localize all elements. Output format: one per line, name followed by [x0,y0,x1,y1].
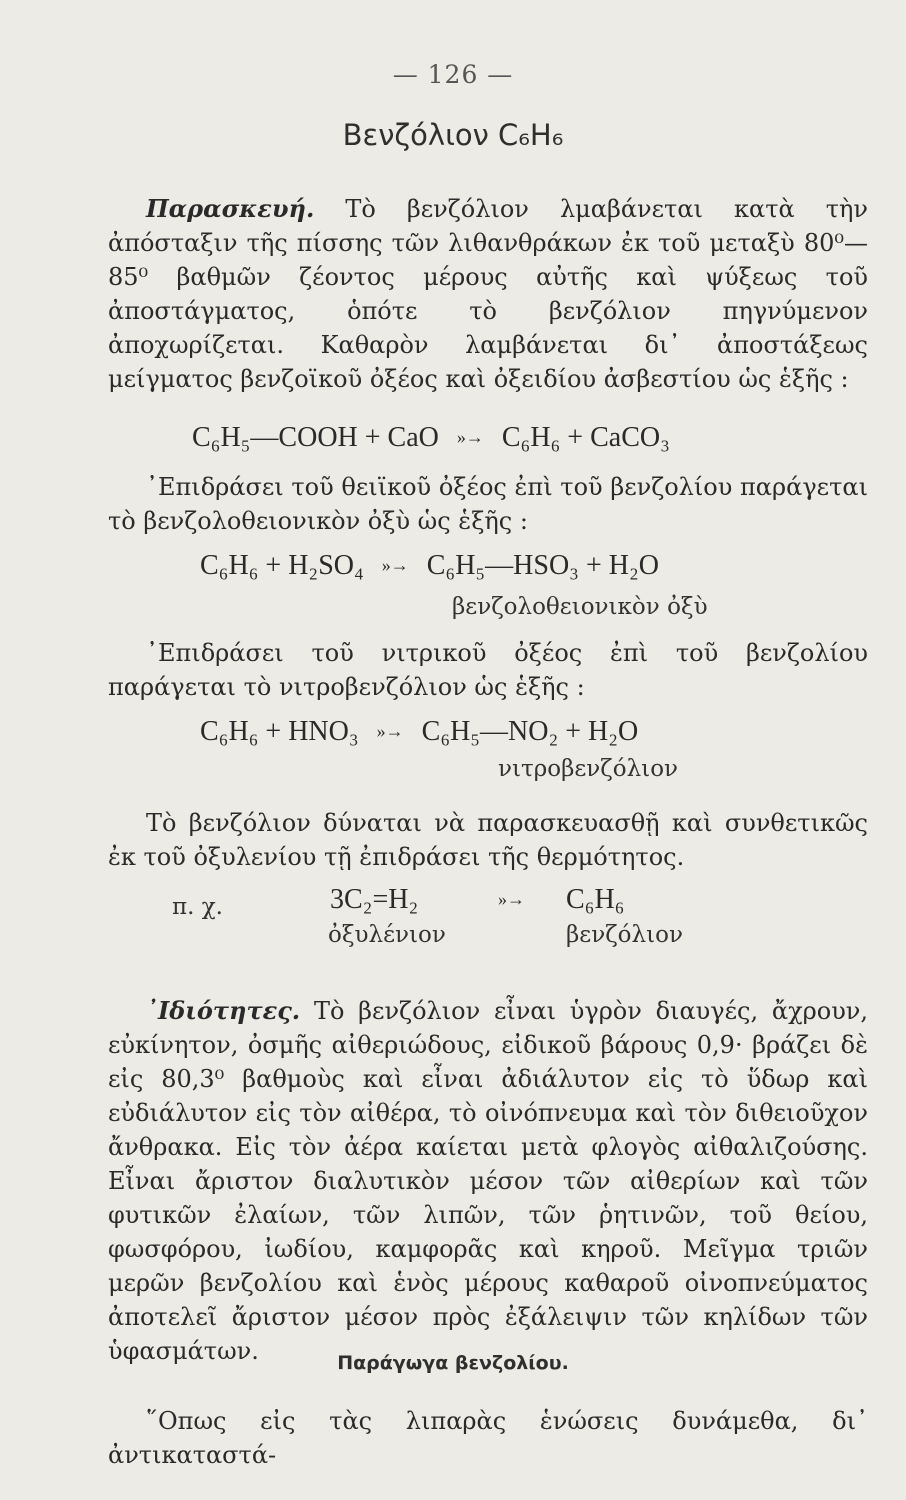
eq3-right: C₆H₅—NO₂ + H₂O [421,716,639,747]
paragraph-last-line: ῞Οπως εἰς τὰς λιπαρὰς ἑνώσεις δυνάμεθα, δι᾿ ἀντικαταστά- [108,1407,868,1469]
eq2-caption: βενζολοθειονικὸν ὀξὺ [452,594,708,620]
preparation-lead: Παρασκευή. [146,194,315,223]
properties-lead: ᾿Ιδιότητες. [146,996,301,1025]
eq3-caption: νιτροβενζόλιον [498,756,679,782]
paragraph-synthesis: Τὸ βενζόλιον δύναται νὰ παρασκευασθῇ καὶ συνθετικῶς ἐκ τοῦ ὀξυλενίου τῇ ἐπιδράσει τῆς θερμότητος. [108,809,868,871]
page-title: Βενζόλιον C₆H₆ [342,118,564,152]
paragraph-nitric: ᾿Επιδράσει τοῦ νιτρικοῦ ὀξέος ἐπὶ τοῦ βενζολίου παράγεται τὸ νιτροβενζόλιον ὡς ἑξῆς : [108,639,868,701]
preparation-text: Τὸ βενζόλιον λμαβάνεται κατὰ τὴν ἀπόσταξιν τῆς πίσσης τῶν λιθανθράκων ἐκ τοῦ μεταξὺ 80⁰—85⁰ βαθμῶν ζέοντος μέρους αὐτῆς καὶ ψύξεως τοῦ ἀποστάγματος, ὁπότε τὸ βενζόλιον πηγνύμενον ἀποχωρίζεται. Καθαρὸν λαμβάνεται δι᾿ ἀποστάξεως μείγματος βενζοϊκοῦ ὀξέος καὶ ὀξειδίου ἀσβεστίου ὡς ἑξῆς : [108,195,868,393]
eq2-left: C₆H₆ + H₂SO₄ [200,550,364,581]
eq1-left: C₆H₅—COOH + CaO [192,422,439,453]
eq1-right: C₆H₆ + CaCO₃ [501,422,670,453]
eq1-arrow: »→ [456,427,484,447]
section-heading: Παράγωγα βενζολίου. [337,1352,569,1374]
eq4-arrow: »→ [498,889,525,909]
eq2-arrow: »→ [381,555,409,575]
eq4-right: C₆H₆ [566,884,625,915]
paragraph-preparation [108,192,868,396]
paragraph-properties [108,994,868,1368]
equation-2 [200,550,659,582]
eq4-caption-right: βενζόλιον [566,922,683,948]
equation-1 [192,422,670,454]
equation-3 [200,716,638,748]
eq3-left: C₆H₆ + HNO₃ [200,716,359,747]
eq3-arrow: »→ [376,721,404,741]
paragraph-sulfuric: ᾿Επιδράσει τοῦ θειϊκοῦ ὀξέος ἐπὶ τοῦ βενζολίου παράγεται τὸ βενζολοθειονικὸν ὀξὺ ὡς ἑξῆς : [108,473,868,535]
eq4-caption-left: ὀξυλένιον [328,922,446,948]
properties-text: Τὸ βενζόλιον εἶναι ὑγρὸν διαυγές, ἄχρουν, εὐκίνητον, ὀσμῆς αἰθεριώδους, εἰδικοῦ βάρους 0,9· βράζει δὲ εἰς 80,3⁰ βαθμοὺς καὶ εἶναι ἀδιάλυτον εἰς τὸ ὕδωρ καὶ εὐδιάλυτον εἰς τὸν αἰθέρα, τὸ οἰνόπνευμα καὶ τὸν διθειοῦχον ἄνθρακα. Εἰς τὸν ἀέρα καίεται μετὰ φλογὸς αἰθαλιζούσης. Εἶναι ἄριστον διαλυτικὸν μέσον τῶν αἰθερίων καὶ τῶν φυτικῶν ἐλαίων, τῶν λιπῶν, τῶν ῥητινῶν, τοῦ θείου, φωσφόρου, ἰωδίου, καμφορᾶς καὶ κηροῦ. Μεῖγμα τριῶν μερῶν βενζολίου καὶ ἑνὸς μέρους καθαροῦ οἰνοπνεύματος ἀποτελεῖ ἄριστον μέσον πρὸς ἐξάλειψιν τῶν κηλίδων τῶν ὑφασμάτων. [108,997,868,1365]
eq4-prefix: π. χ. [172,894,223,920]
eq2-right: C₆H₅—HSO₃ + H₂O [426,550,659,581]
page-number: — 126 — [392,60,514,89]
eq4-left: 3C₂=H₂ [330,884,419,915]
